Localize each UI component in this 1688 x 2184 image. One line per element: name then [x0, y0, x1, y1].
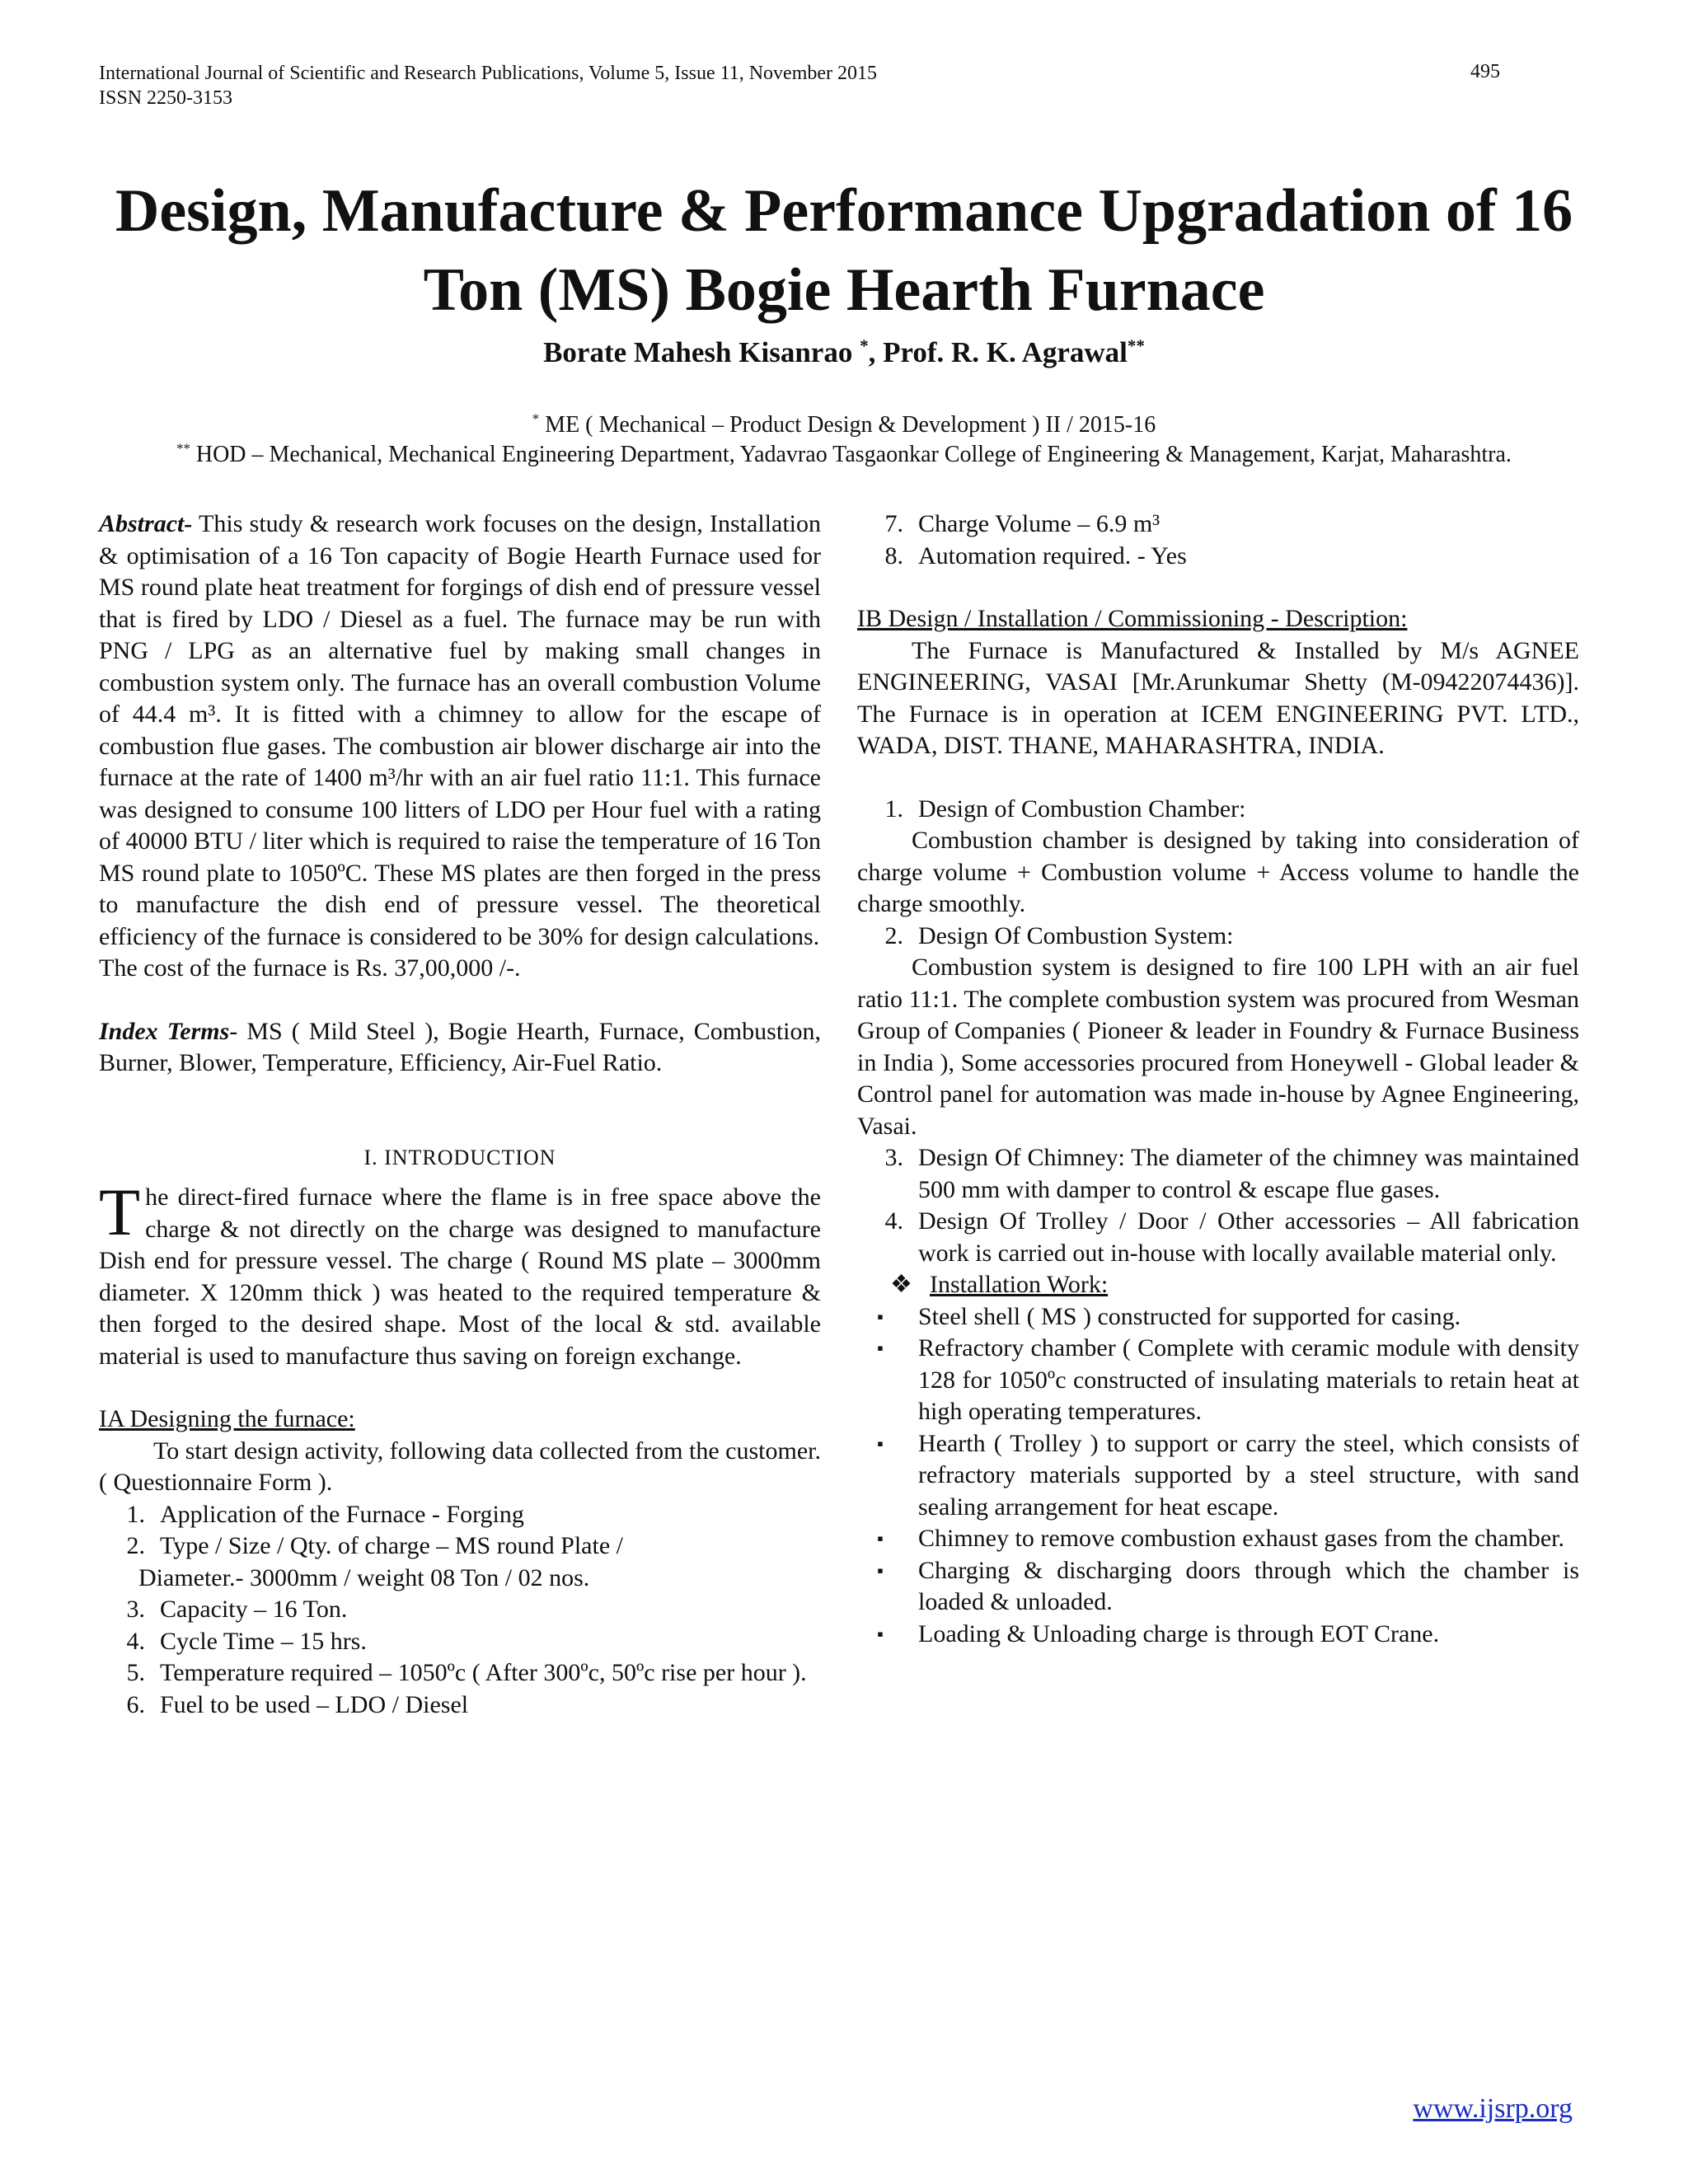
- author-1-mark: *: [860, 335, 869, 356]
- installation-bullets: [857, 1301, 1579, 1651]
- list-item: 3. Design Of Chimney: The diameter of the chimney was maintained 500 mm with damper to control & escape flue gases.: [884, 1144, 1579, 1203]
- square-bullet-icon: ▪: [877, 1432, 884, 1454]
- design-list-3: [857, 1142, 1579, 1269]
- square-bullet-icon: ▪: [877, 1305, 884, 1327]
- list-item: 5. Temperature required – 1050ºc ( After 300ºc, 50ºc rise per hour ).: [126, 1659, 807, 1686]
- square-bullet-icon: ▪: [877, 1528, 884, 1549]
- list-item: 3. Capacity – 16 Ton.: [126, 1596, 348, 1623]
- author-2: Prof. R. K. Agrawal: [883, 336, 1128, 368]
- page-number: 495: [1470, 61, 1500, 82]
- list-item: Diameter.- 3000mm / weight 08 Ton / 02 nos.: [138, 1563, 590, 1591]
- index-terms-label: Index Terms: [99, 1017, 230, 1045]
- abstract-label: Abstract-: [99, 510, 193, 537]
- author-line: [99, 336, 1589, 369]
- affiliation-1: [99, 412, 1589, 438]
- list-item: 7. Charge Volume – 6.9 m³: [884, 510, 1160, 537]
- design-combustion-chamber-text: Combustion chamber is designed by taking into consideration of charge volume + Combustion volume + Access volume to handle the charge smoothly.: [857, 827, 1579, 917]
- left-column: [99, 509, 821, 1721]
- affiliation-1-text: ME ( Mechanical – Product Design & Development ) II / 2015-16: [539, 412, 1156, 438]
- introduction-text: he direct-fired furnace where the flame is in free space above the charge & not directly on the charge was designed to manufacture Dish end for pressure vessel. The charge ( Round MS plate – 3000mm diameter. X 120mm thick ) was heated to the required temperature & then forged to the desired shape. Most of the local & std. available material is used to manufacture thus saving on foreign exchange.: [99, 1183, 821, 1370]
- diamond-bullet-icon: ❖: [890, 1271, 912, 1298]
- installation-work-heading: [857, 1269, 1579, 1301]
- square-bullet-icon: ▪: [877, 1338, 884, 1358]
- introduction-paragraph: [99, 1174, 821, 1372]
- right-column: [857, 509, 1579, 1650]
- design-combustion-system-text: Combustion system is designed to fire 100 LPH with an air fuel ratio 11:1. The complete combustion system was procured from Wesman Group of Companies ( Pioneer & leader in Foundry & Furnace Business in India ), Some accessories procured from Honeywell - Global leader & Control panel for automation was made in-house by Agnee Engineering, Vasai.: [857, 954, 1579, 1140]
- paper-title: [99, 171, 1589, 330]
- author-separator: ,: [868, 336, 884, 368]
- list-item: ▪ Charging & discharging doors through which the chamber is loaded & unloaded.: [857, 1555, 1579, 1619]
- list-item: 1. Application of the Furnace - Forging: [126, 1500, 524, 1528]
- affiliation-1-mark: *: [532, 410, 540, 427]
- list-item: 1. Design of Combustion Chamber:: [884, 794, 1246, 823]
- journal-header: [99, 61, 877, 110]
- ia-intro: To start design activity, following data collected from the customer. ( Questionnaire Form ).: [99, 1436, 821, 1496]
- abstract: [99, 509, 821, 953]
- design-list-1: [857, 794, 1579, 826]
- list-item: ▪ Steel shell ( MS ) constructed for supported for casing.: [857, 1301, 1579, 1333]
- installation-work-title: Installation Work:: [930, 1271, 1109, 1298]
- list-item: ▪ Chimney to remove combustion exhaust gases from the chamber.: [857, 1523, 1579, 1555]
- questionnaire-list-continued: [857, 509, 1579, 572]
- author-2-mark: **: [1127, 335, 1145, 356]
- list-item: 2. Design Of Combustion System:: [884, 921, 1234, 949]
- author-1: Borate Mahesh Kisanrao: [543, 336, 853, 368]
- list-item: ▪ Refractory chamber ( Complete with ceramic module with density 128 for 1050ºc constructed of insulating materials to retain heat at high operating temperatures.: [857, 1333, 1579, 1428]
- questionnaire-list: [99, 1499, 821, 1722]
- index-terms-text: - MS ( Mild Steel ), Bogie Hearth, Furnace, Combustion, Burner, Blower, Temperature, Efficiency, Air-Fuel Ratio.: [99, 1017, 821, 1076]
- title-line-2: Ton (MS) Bogie Hearth Furnace: [423, 256, 1265, 324]
- abstract-text: This study & research work focuses on the design, Installation & optimisation of a 16 Ton capacity of Bogie Hearth Furnace used for MS round plate heat treatment for forgings of dish end of pressure vessel that is fired by LDO / Diesel as a fuel. The furnace may be run with PNG / LPG as an alternative fuel by making small changes in combustion system only. The furnace has an overall combustion Volume of 44.4 m³. It is fitted with a chimney to allow for the escape of combustion flue gases. The combustion air blower discharge air into the furnace at the rate of 1400 m³/hr with an air fuel ratio 11:1. This furnace was designed to consume 100 litters of LDO per Hour fuel with a rating of 40000 BTU / liter which is required to raise the temperature of 16 Ton MS round plate to 1050ºC. These MS plates are then forged in the press to manufacture the dish end of pressure vessel. The theoretical efficiency of the furnace is considered to be 30% for design calculations.: [99, 510, 821, 950]
- list-item: ▪ Hearth ( Trolley ) to support or carry the steel, which consists of refractory materials supported by a steel structure, with sand sealing arrangement for heat escape.: [857, 1428, 1579, 1524]
- list-item: 4. Cycle Time – 15 hrs.: [126, 1627, 367, 1655]
- journal-website-link[interactable]: www.ijsrp.org: [1413, 2093, 1573, 2124]
- title-line-1: Design, Manufacture & Performance Upgradation of 16: [115, 177, 1573, 245]
- list-item: 8. Automation required. - Yes: [884, 541, 1187, 569]
- drop-cap: T: [99, 1174, 141, 1249]
- square-bullet-icon: ▪: [877, 1559, 884, 1581]
- abstract-cost: The cost of the furnace is Rs. 37,00,000 /-.: [99, 954, 521, 982]
- list-item: 2. Type / Size / Qty. of charge – MS round Plate /: [126, 1532, 623, 1559]
- index-terms: [99, 1016, 821, 1080]
- journal-line: International Journal of Scientific and Research Publications, Volume 5, Issue 11, November 2015: [99, 63, 878, 84]
- affiliation-2-text: HOD – Mechanical, Mechanical Engineering Department, Yadavrao Tasgaonkar College of Engineering & Management, Karjat, Maharashtra.: [190, 442, 1512, 467]
- list-item: ▪ Loading & Unloading charge is through EOT Crane.: [857, 1619, 1579, 1651]
- square-bullet-icon: ▪: [877, 1623, 884, 1644]
- ib-paragraph: The Furnace is Manufactured & Installed by M/s AGNEE ENGINEERING, VASAI [Mr.Arunkumar Shetty (M-09422074436)]. The Furnace is in operation at ICEM ENGINEERING PVT. LTD., WADA, DIST. THANE, MAHARASHTRA, INDIA.: [857, 636, 1579, 759]
- section-heading-introduction: I. INTRODUCTION: [363, 1145, 556, 1169]
- list-item: 6. Fuel to be used – LDO / Diesel: [126, 1690, 469, 1718]
- affiliation-2: [99, 442, 1589, 468]
- design-list-2: [857, 921, 1579, 953]
- list-item: 4. Design Of Trolley / Door / Other accessories – All fabrication work is carried out in-house with locally available material only.: [884, 1207, 1579, 1267]
- issn-line: ISSN 2250-3153: [99, 87, 233, 109]
- section-heading-ib: IB Design / Installation / Commissioning - Description:: [857, 605, 1408, 632]
- affiliation-2-mark: **: [176, 440, 190, 457]
- section-heading-ia: IA Designing the furnace:: [99, 1405, 355, 1432]
